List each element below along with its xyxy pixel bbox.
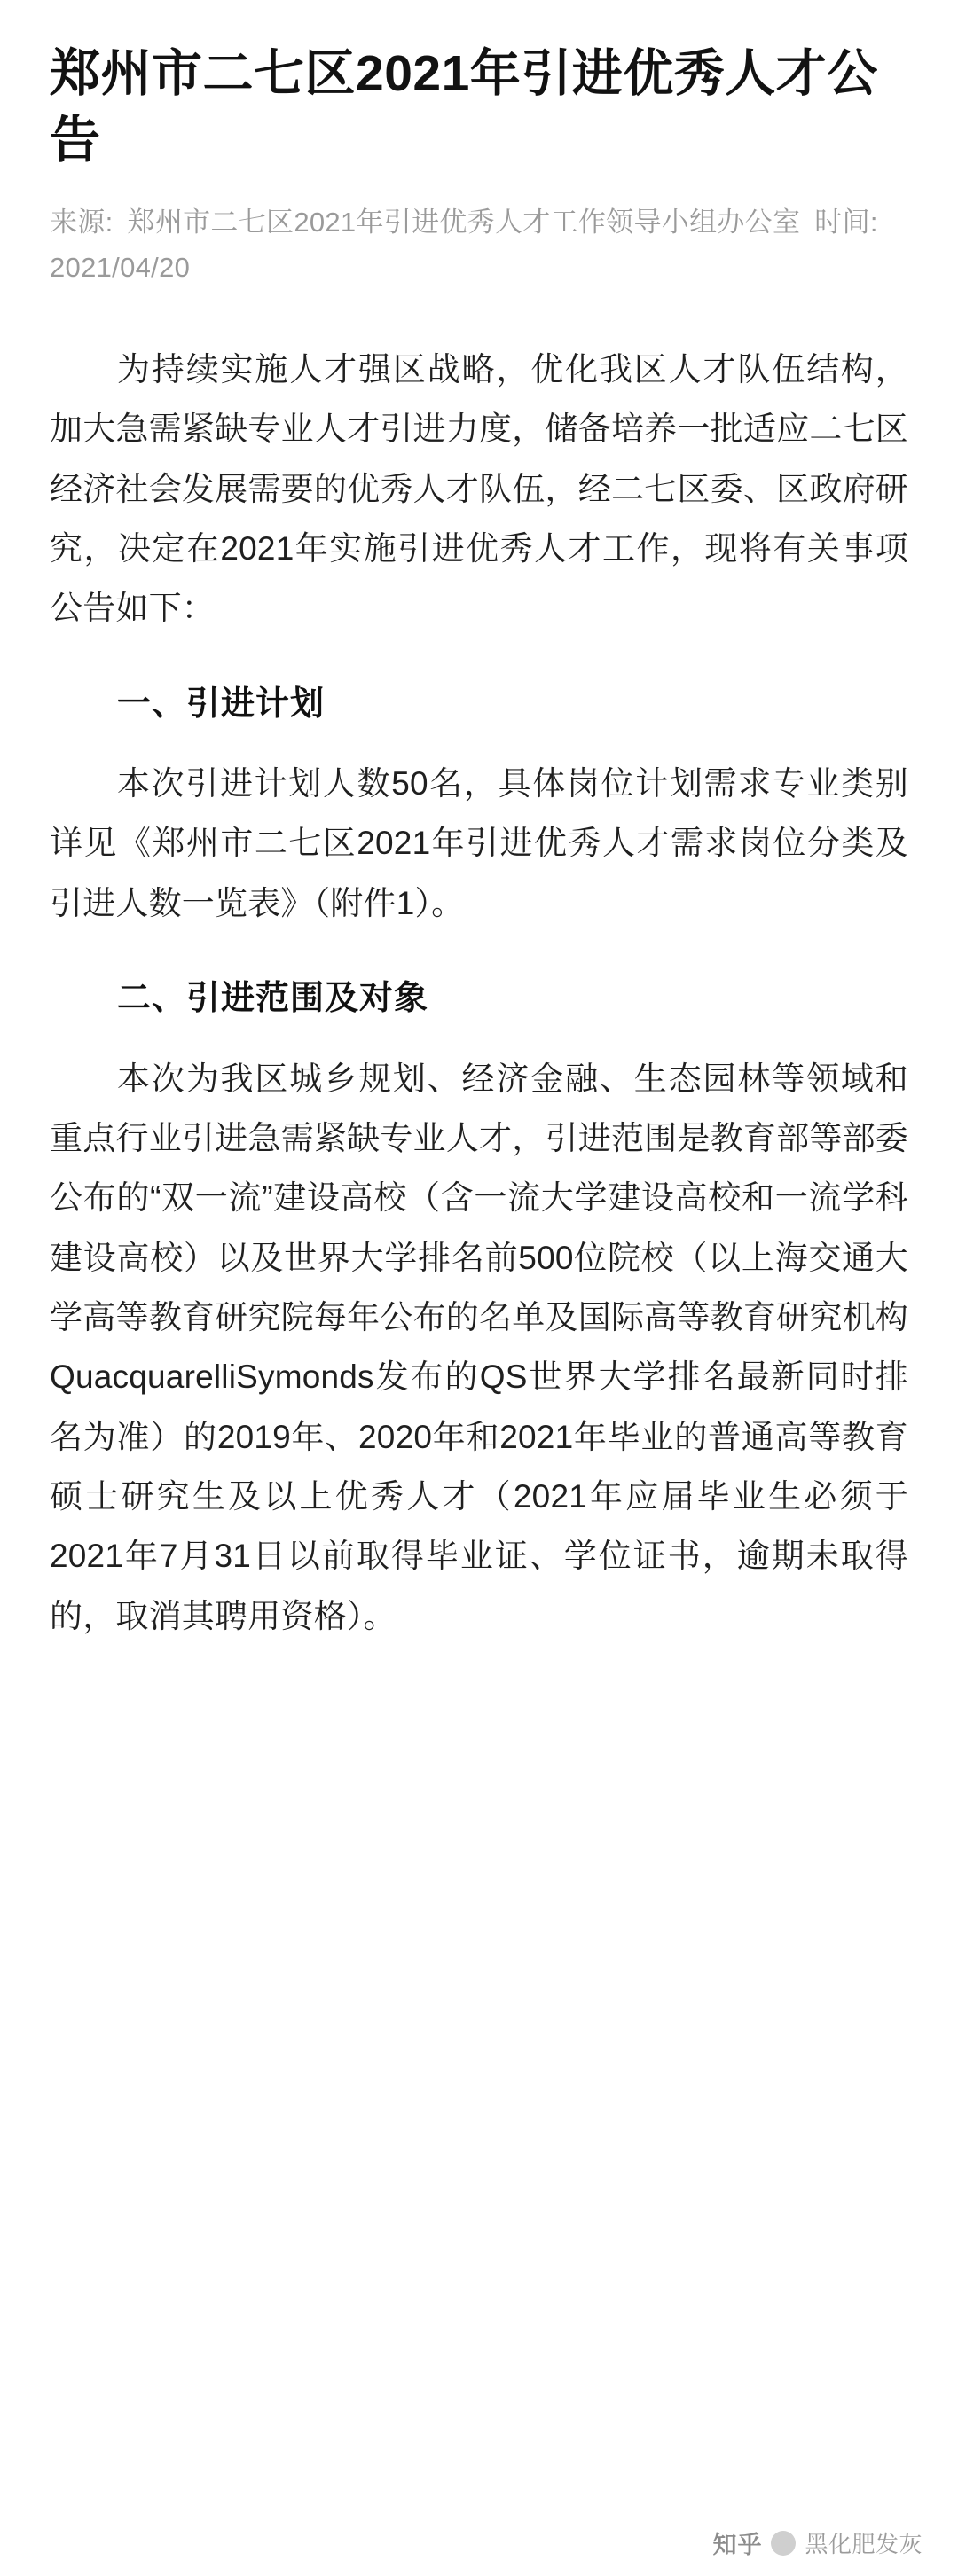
avatar (771, 2531, 796, 2556)
article-paragraph: 本次引进计划人数50名，具体岗位计划需求专业类别详见《郑州市二七区2021年引进优秀人才需求岗位分类及引进人数一览表》（附件1）。 (50, 765, 908, 921)
zhihu-logo: 知乎 (712, 2532, 763, 2558)
section-heading-1: 一、引进计划 (117, 685, 326, 723)
article-paragraph: 为持续实施人才强区战略，优化我区人才队伍结构，加大急需紧缺专业人才引进力度，储备培养一批适应二七区经济社会发展需要的优秀人才队伍，经二七区委、区政府研究，决定在2021年实施引进优秀人才工作，现将有关事项公告如下： (50, 350, 908, 627)
article-paragraph: 本次为我区城乡规划、经济金融、生态园林等领域和重点行业引进急需紧缺专业人才，引进范围是教育部等部委公布的“双一流”建设高校（含一流大学建设高校和一流学科建设高校）以及世界大学排名前500位院校（以上海交通大学高等教育研究院每年公布的名单及国际高等教育研究机构QuacquarelliSymonds发布的QS世界大学排名最新同时排名为准）的2019年、2020年和2021年毕业的普通高等教育硕士研究生及以上优秀人才（2021年应届毕业生必须于2021年7月31日以前取得毕业证、学位证书，逾期未取得的，取消其聘用资格）。 (50, 1060, 908, 1634)
time-value: 2021/04/20 (50, 251, 191, 283)
section-heading-2: 二、引进范围及对象 (117, 980, 429, 1018)
source-value: 郑州市二七区2021年引进优秀人才工作领导小组办公室 (127, 207, 801, 239)
watermark-username: 黑化肥发灰 (805, 2531, 923, 2557)
watermark (712, 2525, 923, 2560)
source-label: 来源: (50, 207, 114, 239)
time-label: 时间: (814, 207, 878, 239)
page-title: 郑州市二七区2021年引进优秀人才公告 (50, 45, 878, 169)
article-meta (50, 200, 908, 289)
